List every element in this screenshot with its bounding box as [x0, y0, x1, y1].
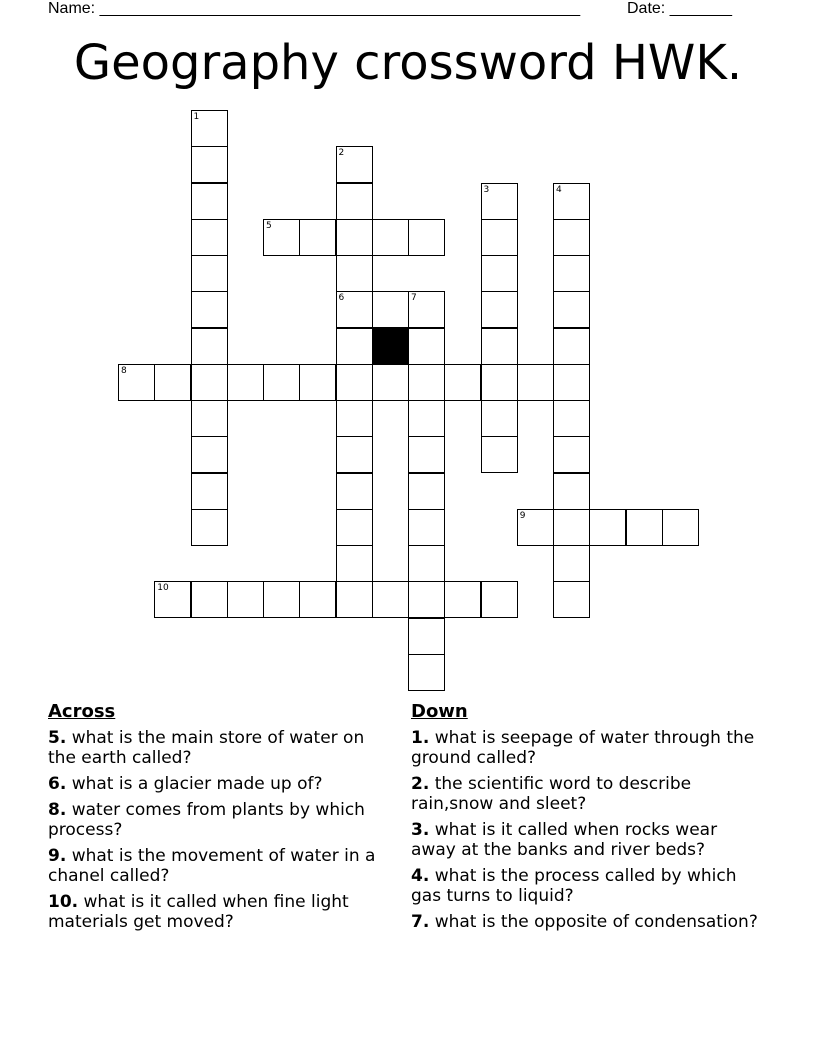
- down-clue: [411, 774, 761, 814]
- grid-cell[interactable]: [263, 219, 300, 256]
- grid-cell[interactable]: [299, 364, 336, 401]
- grid-cell[interactable]: [191, 219, 228, 256]
- grid-cell[interactable]: [191, 328, 228, 365]
- grid-cell[interactable]: [336, 400, 373, 437]
- grid-cell[interactable]: [191, 509, 228, 546]
- clue-text: what is it called when rocks wear away at the banks and river beds?: [411, 820, 718, 860]
- grid-cell[interactable]: [662, 509, 699, 546]
- clue-number: 1.: [411, 728, 430, 748]
- page-title: Geography crossword HWK.: [73, 35, 743, 91]
- grid-cell[interactable]: [191, 473, 228, 510]
- across-clue: [48, 846, 393, 886]
- grid-cell[interactable]: [481, 183, 518, 220]
- clue-number: 9: [519, 510, 526, 521]
- grid-cell[interactable]: [444, 364, 481, 401]
- grid-cell[interactable]: [481, 400, 518, 437]
- grid-cell[interactable]: [517, 509, 554, 546]
- grid-cell[interactable]: [263, 364, 300, 401]
- grid-cell[interactable]: [408, 436, 445, 473]
- grid-cell[interactable]: [444, 581, 481, 618]
- grid-cell[interactable]: [336, 183, 373, 220]
- clue-text: what is the movement of water in a chanel called?: [48, 846, 376, 886]
- across-clue: [48, 728, 393, 768]
- grid-cell[interactable]: [481, 255, 518, 292]
- across-heading: Across: [48, 701, 116, 722]
- clue-text: what is a glacier made up of?: [66, 774, 323, 794]
- clue-text: what is the process called by which gas turns to liquid?: [411, 866, 737, 906]
- down-clues: [411, 700, 761, 938]
- grid-cell[interactable]: [553, 509, 590, 546]
- clue-number: 5: [266, 220, 272, 231]
- grid-cell[interactable]: [553, 400, 590, 437]
- down-clue: [411, 866, 761, 906]
- grid-cell[interactable]: [553, 581, 590, 618]
- clue-text: water comes from plants by which process?: [48, 800, 365, 840]
- clue-text: what is the opposite of condensation?: [429, 912, 758, 932]
- grid-cell[interactable]: [372, 291, 409, 328]
- clue-number: 8: [121, 365, 127, 376]
- grid-cell[interactable]: [191, 146, 228, 183]
- clue-number: 9.: [48, 846, 67, 866]
- grid-cell[interactable]: [191, 364, 228, 401]
- clue-number: 3.: [411, 820, 430, 840]
- clue-number: 7: [411, 293, 417, 304]
- grid-cell[interactable]: [408, 219, 445, 256]
- clue-number: 10.: [48, 892, 79, 912]
- grid-cell[interactable]: [553, 436, 590, 473]
- grid-cell[interactable]: [191, 400, 228, 437]
- grid-cell[interactable]: [154, 364, 191, 401]
- grid-cell[interactable]: [263, 581, 300, 618]
- grid-cell[interactable]: [336, 291, 373, 328]
- down-heading: Down: [411, 701, 468, 722]
- grid-cell[interactable]: [372, 364, 409, 401]
- grid-cell[interactable]: [408, 581, 445, 618]
- grid-cell[interactable]: [191, 581, 228, 618]
- clue-text: the scientific word to describe rain,snow and sleet?: [411, 774, 692, 814]
- grid-cell[interactable]: [408, 473, 445, 510]
- grid-cell[interactable]: [191, 436, 228, 473]
- grid-cell[interactable]: [517, 364, 554, 401]
- clue-number: 5.: [48, 728, 67, 748]
- grid-cell[interactable]: [336, 509, 373, 546]
- grid-cell[interactable]: [481, 436, 518, 473]
- grid-cell[interactable]: [408, 545, 445, 582]
- clue-number: 4: [556, 184, 562, 195]
- clue-number: 4.: [411, 866, 430, 886]
- grid-cell[interactable]: [336, 545, 373, 582]
- grid-cell[interactable]: [408, 654, 445, 691]
- grid-cell[interactable]: [481, 364, 518, 401]
- grid-block-cell: [372, 328, 409, 365]
- grid-cell[interactable]: [481, 581, 518, 618]
- clue-number: 10: [157, 583, 169, 594]
- down-clue: [411, 820, 761, 860]
- grid-cell[interactable]: [336, 328, 373, 365]
- grid-cell[interactable]: [408, 328, 445, 365]
- grid-cell[interactable]: [372, 219, 409, 256]
- grid-cell[interactable]: [336, 219, 373, 256]
- date-field: Date: _______: [627, 0, 732, 17]
- grid-cell[interactable]: [191, 183, 228, 220]
- grid-cell[interactable]: [227, 364, 264, 401]
- clue-number: 7.: [411, 912, 430, 932]
- grid-cell[interactable]: [336, 146, 373, 183]
- grid-cell[interactable]: [336, 364, 373, 401]
- down-clue: [411, 912, 761, 932]
- grid-cell[interactable]: [299, 219, 336, 256]
- grid-cell[interactable]: [336, 436, 373, 473]
- grid-cell[interactable]: [191, 291, 228, 328]
- grid-cell[interactable]: [553, 545, 590, 582]
- grid-cell[interactable]: [553, 328, 590, 365]
- clue-number: 3: [483, 184, 490, 195]
- grid-cell[interactable]: [191, 255, 228, 292]
- grid-cell[interactable]: [481, 328, 518, 365]
- clue-number: 6.: [48, 774, 67, 794]
- down-clue-list: [411, 728, 761, 932]
- grid-cell[interactable]: [408, 509, 445, 546]
- grid-cell[interactable]: [553, 219, 590, 256]
- grid-cell[interactable]: [227, 581, 264, 618]
- clue-number: 1: [193, 112, 200, 122]
- grid-cell[interactable]: [553, 255, 590, 292]
- grid-cell[interactable]: [154, 581, 191, 618]
- grid-cell[interactable]: [299, 581, 336, 618]
- grid-cell[interactable]: [481, 219, 518, 256]
- grid-cell[interactable]: [191, 110, 228, 147]
- grid-cell[interactable]: [408, 291, 445, 328]
- clue-number: 8.: [48, 800, 67, 820]
- clue-text: what is the main store of water on the earth called?: [48, 728, 365, 768]
- grid-cell[interactable]: [408, 364, 445, 401]
- grid-cell[interactable]: [336, 581, 373, 618]
- grid-cell[interactable]: [372, 581, 409, 618]
- clue-text: what is seepage of water through the ground called?: [411, 728, 755, 768]
- across-clue-list: [48, 728, 393, 932]
- grid-cell[interactable]: [336, 255, 373, 292]
- grid-cell[interactable]: [408, 618, 445, 655]
- grid-cell[interactable]: [481, 291, 518, 328]
- name-field: Name: ______________________________________________________: [48, 0, 581, 17]
- grid-cell[interactable]: [408, 400, 445, 437]
- grid-cell[interactable]: [553, 183, 590, 220]
- down-clue: [411, 728, 761, 768]
- grid-cell[interactable]: [336, 473, 373, 510]
- grid-cell[interactable]: [553, 473, 590, 510]
- grid-cell[interactable]: [589, 509, 626, 546]
- grid-cell[interactable]: [553, 291, 590, 328]
- clue-number: 2.: [411, 774, 430, 794]
- grid-cell[interactable]: [553, 364, 590, 401]
- across-clue: [48, 800, 393, 840]
- clue-text: what is it called when fine light materials get moved?: [48, 892, 349, 932]
- across-clues: [48, 700, 393, 938]
- clue-number: 6: [338, 293, 345, 304]
- across-clue: [48, 892, 393, 932]
- across-clue: [48, 774, 393, 794]
- clue-number: 2: [338, 148, 345, 159]
- grid-cell[interactable]: [118, 364, 155, 401]
- grid-cell[interactable]: [626, 509, 663, 546]
